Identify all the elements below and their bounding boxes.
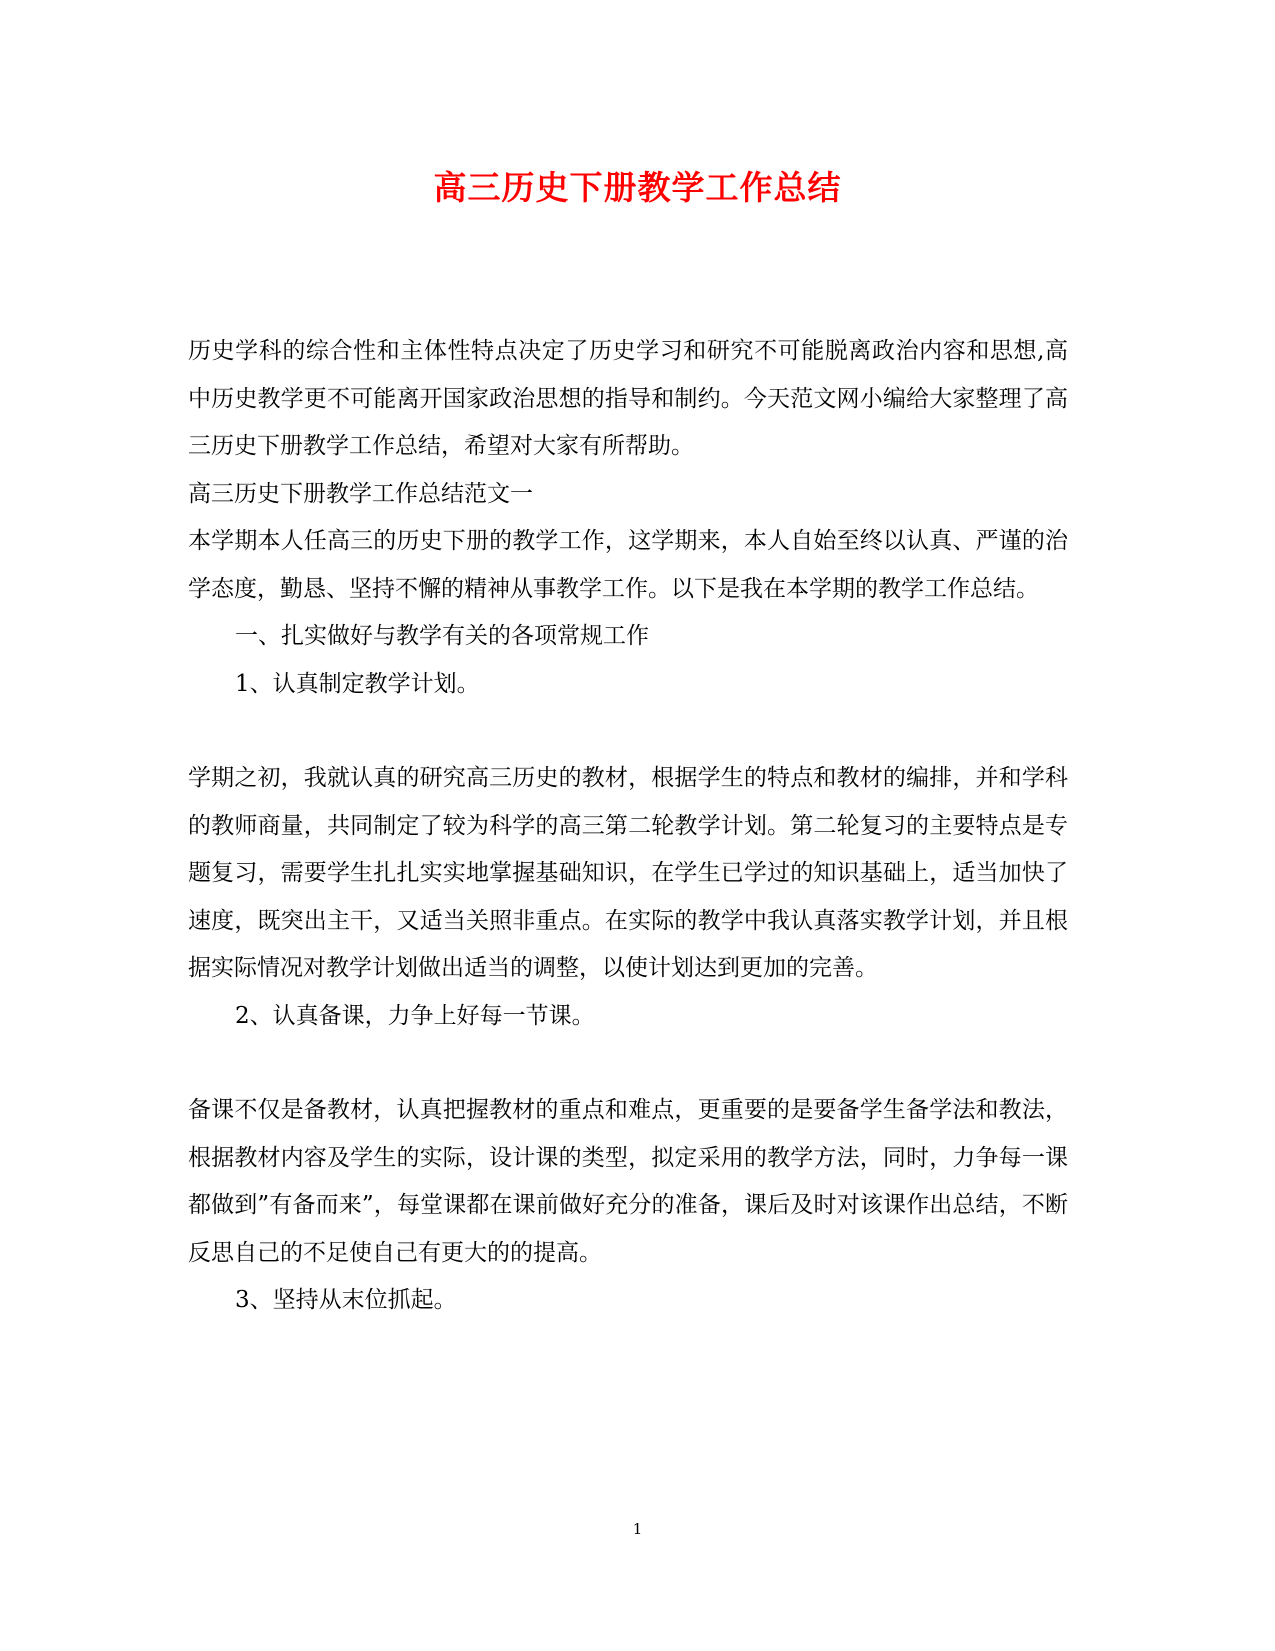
document-body (188, 328, 1068, 1325)
document-title: 高三历史下册教学工作总结 (433, 168, 842, 207)
body-paragraph: 本学期本人任高三的历史下册的教学工作，这学期来，本人自始至终以认真、严谨的治学态度，勤恳、坚持不懈的精神从事教学工作。以下是我在本学期的教学工作总结。 (188, 528, 1068, 602)
body-paragraph: 备课不仅是备教材，认真把握教材的重点和难点，更重要的是要备学生备学法和教法，根据教材内容及学生的实际，设计课的类型，拟定采用的教学方法，同时，力争每一课都做到”有备而来”，每堂课都在课前做好充分的准备，课后及时对该课作出总结，不断反思自己的不足使自己有更大的的提高。 (188, 1097, 1068, 1266)
page-number: 1 (632, 1520, 643, 1538)
subheading-1: 一、扎实做好与教学有关的各项常规工作 (235, 623, 649, 649)
list-item-3: 3、坚持从末位抓起。 (235, 1287, 457, 1313)
paragraph-gap (188, 1040, 1068, 1087)
body-paragraph: 学期之初，我就认真的研究高三历史的教材，根据学生的特点和教材的编排，并和学科的教师商量，共同制定了较为科学的高三第二轮教学计划。第二轮复习的主要特点是专题复习，需要学生扎扎实实地掌握基础知识，在学生已学过的知识基础上，适当加快了速度，既突出主干，又适当关照非重点。在实际的教学中我认真落实教学计划，并且根据实际情况对教学计划做出适当的调整，以使计划达到更加的完善。 (188, 765, 1068, 981)
intro-paragraph: 历史学科的综合性和主体性特点决定了历史学习和研究不可能脱离政治内容和思想,高中历史教学更不可能离开国家政治思想的指导和制约。今天范文网小编给大家整理了高三历史下册教学工作总结，希望对大家有所帮助。 (188, 338, 1068, 459)
list-item-1: 1、认真制定教学计划。 (235, 670, 480, 697)
list-item-2: 2、认真备课，力争上好每一节课。 (235, 1002, 595, 1029)
section-heading: 高三历史下册教学工作总结范文一 (188, 480, 533, 507)
paragraph-gap (188, 708, 1068, 755)
